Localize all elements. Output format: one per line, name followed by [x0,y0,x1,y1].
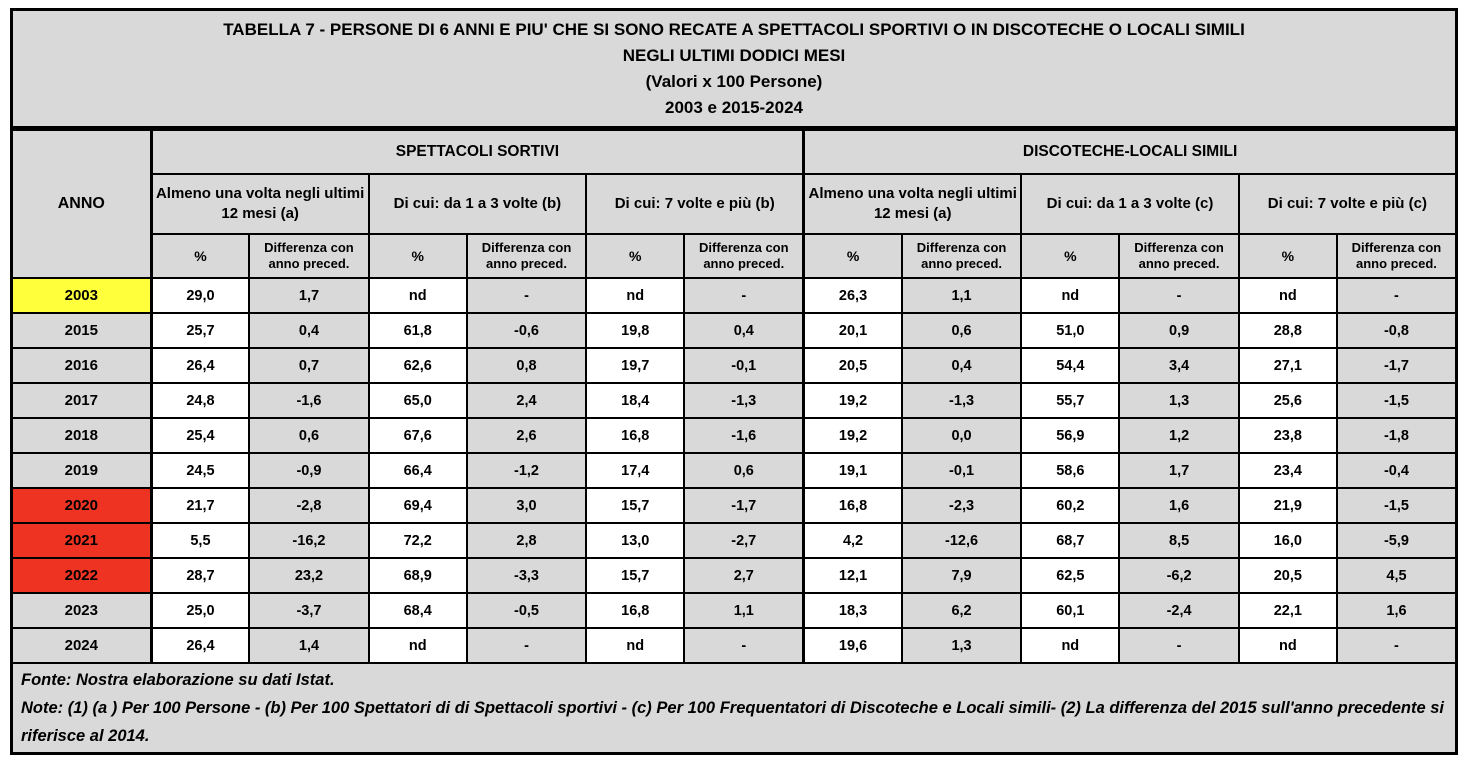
diff-header: Differenza con anno preced. [249,234,368,278]
difference-value-cell: 4,5 [1337,558,1457,593]
percent-value-cell: 68,9 [369,558,467,593]
percent-value-cell: 62,6 [369,348,467,383]
table-row [12,628,1457,663]
difference-value-cell: 1,3 [1119,383,1238,418]
difference-value-cell: -0,5 [467,593,586,628]
difference-value-cell: -1,6 [249,383,368,418]
difference-value-cell: 1,4 [249,628,368,663]
difference-value-cell: -0,1 [684,348,803,383]
difference-value-cell: 7,9 [902,558,1021,593]
table-title-line4: 2003 e 2015-2024 [664,98,804,117]
percent-value-cell: nd [1021,628,1119,663]
diff-header: Differenza con anno preced. [1337,234,1457,278]
percent-value-cell: 18,3 [804,593,902,628]
group-header-row [12,130,1457,175]
year-cell: 2003 [12,278,152,313]
percent-value-cell: 16,8 [586,418,684,453]
percent-value-cell: 55,7 [1021,383,1119,418]
percent-value-cell: 19,6 [804,628,902,663]
table-row [12,383,1457,418]
difference-value-cell: 2,6 [467,418,586,453]
difference-value-cell: -1,5 [1337,488,1457,523]
subgroup-spettacoli-7piu: Di cui: 7 volte e più (b) [586,174,804,234]
percent-value-cell: 25,4 [151,418,249,453]
percent-value-cell: nd [1239,628,1337,663]
table-note: Note: (1) (a ) Per 100 Persone - (b) Per 100 Spettatori di di Spettacoli sportivi - (c) Per 100 Frequentatori di Discoteche e Locali simili- (2) La differenza del 2015 sull'anno precedente si riferisce al 2014. [21,699,1445,745]
percent-value-cell: 68,4 [369,593,467,628]
footer-notes [12,663,1457,754]
percent-value-cell: 15,7 [586,558,684,593]
percent-value-cell: 17,4 [586,453,684,488]
difference-value-cell: -6,2 [1119,558,1238,593]
subgroup-discoteche-almeno: Almeno una volta negli ultimi 12 mesi (a) [804,174,1022,234]
table-body [12,278,1457,663]
percent-value-cell: 66,4 [369,453,467,488]
year-cell: 2015 [12,313,152,348]
percent-value-cell: 23,8 [1239,418,1337,453]
diff-header: Differenza con anno preced. [467,234,586,278]
year-cell: 2024 [12,628,152,663]
percent-value-cell: 25,0 [151,593,249,628]
measure-header-row [12,234,1457,278]
percent-value-cell: 25,6 [1239,383,1337,418]
difference-value-cell: - [467,278,586,313]
difference-value-cell: 1,6 [1337,593,1457,628]
percent-value-cell: 51,0 [1021,313,1119,348]
percent-value-cell: 16,0 [1239,523,1337,558]
percent-value-cell: 19,7 [586,348,684,383]
anno-column-header: ANNO [12,130,152,279]
table-row [12,453,1457,488]
difference-value-cell: 1,7 [249,278,368,313]
diff-header: Differenza con anno preced. [1119,234,1238,278]
percent-value-cell: 5,5 [151,523,249,558]
difference-value-cell: - [1119,628,1238,663]
difference-value-cell: - [1119,278,1238,313]
pct-header: % [586,234,684,278]
table-row [12,418,1457,453]
percent-value-cell: 29,0 [151,278,249,313]
percent-value-cell: 19,8 [586,313,684,348]
table-row [12,348,1457,383]
difference-value-cell: -2,4 [1119,593,1238,628]
table-row [12,313,1457,348]
percent-value-cell: 21,9 [1239,488,1337,523]
percent-value-cell: 60,1 [1021,593,1119,628]
difference-value-cell: -1,7 [684,488,803,523]
difference-value-cell: 1,3 [902,628,1021,663]
difference-value-cell: 8,5 [1119,523,1238,558]
percent-value-cell: 4,2 [804,523,902,558]
percent-value-cell: 16,8 [586,593,684,628]
pct-header: % [369,234,467,278]
diff-header: Differenza con anno preced. [684,234,803,278]
subgroup-header-row [12,174,1457,234]
percent-value-cell: 60,2 [1021,488,1119,523]
difference-value-cell: -16,2 [249,523,368,558]
difference-value-cell: 3,4 [1119,348,1238,383]
difference-value-cell: 0,6 [249,418,368,453]
percent-value-cell: 61,8 [369,313,467,348]
difference-value-cell: -1,2 [467,453,586,488]
difference-value-cell: -5,9 [1337,523,1457,558]
percent-value-cell: 54,4 [1021,348,1119,383]
subgroup-discoteche-1a3: Di cui: da 1 a 3 volte (c) [1021,174,1239,234]
difference-value-cell: - [684,628,803,663]
year-cell: 2020 [12,488,152,523]
percent-value-cell: nd [586,628,684,663]
table-row [12,523,1457,558]
difference-value-cell: -2,3 [902,488,1021,523]
difference-value-cell: -1,3 [684,383,803,418]
year-cell: 2016 [12,348,152,383]
percent-value-cell: 65,0 [369,383,467,418]
difference-value-cell: 0,6 [902,313,1021,348]
subgroup-discoteche-7piu: Di cui: 7 volte e più (c) [1239,174,1457,234]
difference-value-cell: 1,1 [902,278,1021,313]
percent-value-cell: 24,8 [151,383,249,418]
percent-value-cell: 20,5 [1239,558,1337,593]
difference-value-cell: 1,6 [1119,488,1238,523]
year-cell: 2022 [12,558,152,593]
difference-value-cell: -0,4 [1337,453,1457,488]
difference-value-cell: 1,2 [1119,418,1238,453]
difference-value-cell: -0,1 [902,453,1021,488]
group-header-spettacoli: SPETTACOLI SORTIVI [151,130,804,175]
difference-value-cell: -1,5 [1337,383,1457,418]
percent-value-cell: 62,5 [1021,558,1119,593]
percent-value-cell: 19,1 [804,453,902,488]
difference-value-cell: -3,3 [467,558,586,593]
table-title-line1: TABELLA 7 - PERSONE DI 6 ANNI E PIU' CHE SI SONO RECATE A SPETTACOLI SPORTIVI O IN DISCOTECHE O LOCALI SIMILI [223,20,1245,39]
percent-value-cell: nd [1239,278,1337,313]
pct-header: % [1239,234,1337,278]
percent-value-cell: 28,7 [151,558,249,593]
difference-value-cell: -2,8 [249,488,368,523]
year-cell: 2018 [12,418,152,453]
source-note: Fonte: Nostra elaborazione su dati Istat. [21,671,335,689]
percent-value-cell: nd [1021,278,1119,313]
year-cell: 2021 [12,523,152,558]
difference-value-cell: 0,7 [249,348,368,383]
percent-value-cell: 12,1 [804,558,902,593]
statistics-table [10,128,1458,755]
percent-value-cell: nd [369,278,467,313]
difference-value-cell: 0,4 [684,313,803,348]
difference-value-cell: 6,2 [902,593,1021,628]
difference-value-cell: - [684,278,803,313]
difference-value-cell: -12,6 [902,523,1021,558]
percent-value-cell: 25,7 [151,313,249,348]
difference-value-cell: 23,2 [249,558,368,593]
percent-value-cell: 15,7 [586,488,684,523]
subgroup-spettacoli-almeno: Almeno una volta negli ultimi 12 mesi (a) [151,174,369,234]
difference-value-cell: 0,9 [1119,313,1238,348]
table-title-line2: NEGLI ULTIMI DODICI MESI [622,46,846,65]
table-row [12,278,1457,313]
percent-value-cell: 20,1 [804,313,902,348]
table-title-line3: (Valori x 100 Persone) [645,72,823,91]
percent-value-cell: nd [586,278,684,313]
percent-value-cell: 13,0 [586,523,684,558]
table-title-block [10,8,1458,128]
difference-value-cell: -1,3 [902,383,1021,418]
difference-value-cell: -1,6 [684,418,803,453]
difference-value-cell: - [467,628,586,663]
footer-notes-row [12,663,1457,754]
percent-value-cell: 27,1 [1239,348,1337,383]
year-cell: 2023 [12,593,152,628]
difference-value-cell: - [1337,628,1457,663]
percent-value-cell: 28,8 [1239,313,1337,348]
difference-value-cell: 2,8 [467,523,586,558]
difference-value-cell: 1,7 [1119,453,1238,488]
table-page [10,8,1458,755]
difference-value-cell: -1,7 [1337,348,1457,383]
percent-value-cell: 68,7 [1021,523,1119,558]
percent-value-cell: 18,4 [586,383,684,418]
difference-value-cell: 0,4 [249,313,368,348]
difference-value-cell: 0,0 [902,418,1021,453]
percent-value-cell: 67,6 [369,418,467,453]
percent-value-cell: 69,4 [369,488,467,523]
difference-value-cell: -0,8 [1337,313,1457,348]
difference-value-cell: - [1337,278,1457,313]
table-row [12,488,1457,523]
pct-header: % [804,234,902,278]
percent-value-cell: 23,4 [1239,453,1337,488]
table-row [12,558,1457,593]
percent-value-cell: 19,2 [804,418,902,453]
difference-value-cell: -3,7 [249,593,368,628]
percent-value-cell: 20,5 [804,348,902,383]
percent-value-cell: nd [369,628,467,663]
difference-value-cell: 3,0 [467,488,586,523]
percent-value-cell: 21,7 [151,488,249,523]
percent-value-cell: 22,1 [1239,593,1337,628]
table-row [12,593,1457,628]
year-cell: 2019 [12,453,152,488]
subgroup-spettacoli-1a3: Di cui: da 1 a 3 volte (b) [369,174,587,234]
difference-value-cell: 0,6 [684,453,803,488]
difference-value-cell: 0,8 [467,348,586,383]
difference-value-cell: -1,8 [1337,418,1457,453]
percent-value-cell: 26,4 [151,348,249,383]
percent-value-cell: 72,2 [369,523,467,558]
difference-value-cell: -0,6 [467,313,586,348]
percent-value-cell: 26,4 [151,628,249,663]
percent-value-cell: 19,2 [804,383,902,418]
group-header-discoteche: DISCOTECHE-LOCALI SIMILI [804,130,1457,175]
pct-header: % [151,234,249,278]
percent-value-cell: 56,9 [1021,418,1119,453]
percent-value-cell: 16,8 [804,488,902,523]
difference-value-cell: -0,9 [249,453,368,488]
difference-value-cell: 2,4 [467,383,586,418]
difference-value-cell: 1,1 [684,593,803,628]
pct-header: % [1021,234,1119,278]
difference-value-cell: 2,7 [684,558,803,593]
percent-value-cell: 58,6 [1021,453,1119,488]
difference-value-cell: 0,4 [902,348,1021,383]
year-cell: 2017 [12,383,152,418]
percent-value-cell: 24,5 [151,453,249,488]
percent-value-cell: 26,3 [804,278,902,313]
diff-header: Differenza con anno preced. [902,234,1021,278]
difference-value-cell: -2,7 [684,523,803,558]
